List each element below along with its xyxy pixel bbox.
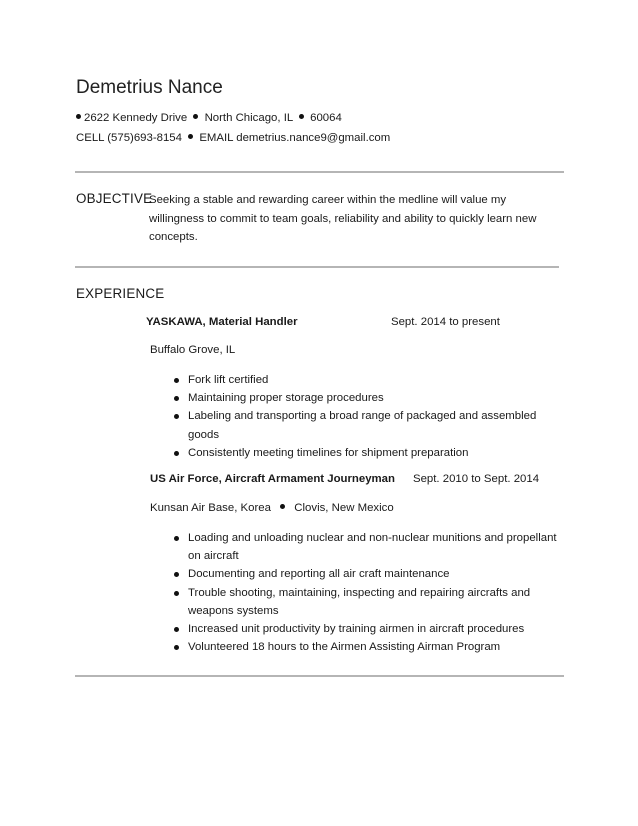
divider [75, 266, 559, 268]
divider [75, 171, 564, 173]
contact-line [76, 132, 390, 144]
candidate-name: Demetrius Nance [76, 77, 223, 98]
list-item: Maintaining proper storage procedures [150, 389, 550, 407]
job-location-secondary: Clovis, New Mexico [294, 502, 394, 514]
objective-heading: OBJECTIVE [76, 191, 153, 206]
list-item: Trouble shooting, maintaining, inspecting and repairing aircrafts and weapons systems [150, 584, 570, 620]
objective-text [149, 191, 559, 247]
list-item: Labeling and transporting a broad range of packaged and assembled goods [150, 407, 550, 443]
address-zip: 60064 [310, 112, 342, 124]
bullet-dot-icon [76, 114, 81, 119]
experience-heading: EXPERIENCE [76, 286, 165, 301]
job-dates: Sept. 2014 to present [391, 316, 500, 328]
job-dates: Sept. 2010 to Sept. 2014 [413, 473, 540, 485]
divider [75, 675, 564, 677]
list-item: Fork lift certified [150, 371, 550, 389]
job-location: Buffalo Grove, IL [150, 344, 236, 356]
bullet-dot-icon [188, 134, 193, 139]
list-item: Loading and unloading nuclear and non-nuclear munitions and propellant on aircraft [150, 529, 570, 565]
bullet-dot-icon [299, 114, 304, 119]
list-item: Volunteered 18 hours to the Airmen Assisting Airman Program [150, 638, 570, 656]
list-item: Consistently meeting timelines for shipment preparation [150, 444, 550, 462]
list-item: Documenting and reporting all air craft maintenance [150, 565, 570, 583]
cell-phone: CELL (575)693-8154 [76, 132, 182, 144]
bullet-dot-icon [280, 504, 285, 509]
address-line [76, 112, 342, 124]
job-bullets [150, 371, 550, 462]
list-item: Increased unit productivity by training airmen in aircraft procedures [150, 620, 570, 638]
job-title: US Air Force, Aircraft Armament Journeyman [150, 473, 395, 485]
job-title: YASKAWA, Material Handler [146, 316, 298, 328]
bullet-dot-icon [193, 114, 198, 119]
job-location-primary: Kunsan Air Base, Korea [150, 502, 271, 514]
email-address: EMAIL demetrius.nance9@gmail.com [199, 132, 391, 144]
address-street: 2622 Kennedy Drive [84, 112, 188, 124]
job-location [150, 502, 394, 514]
address-city: North Chicago, IL [204, 112, 293, 124]
objective-paragraph: Seeking a stable and rewarding career within the medline will value my willingness to commit to team goals, reliability and ability to quickly learn new concepts. [149, 194, 537, 243]
job-bullets [150, 529, 570, 656]
